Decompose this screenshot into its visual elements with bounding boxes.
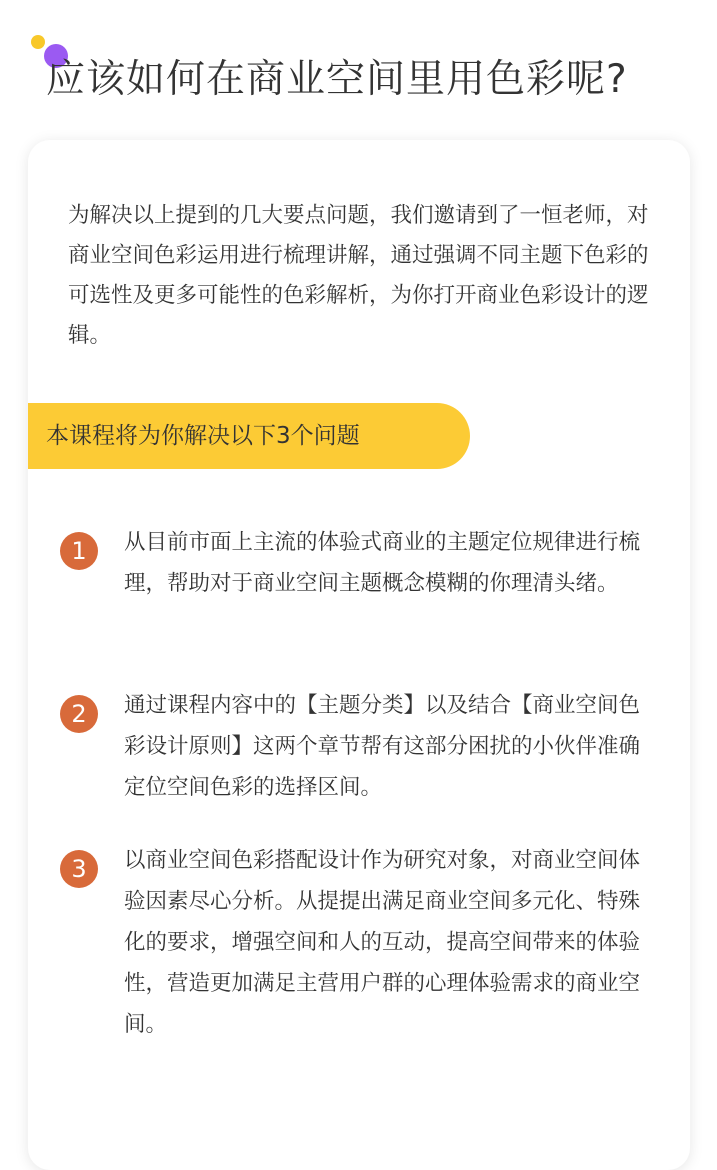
page-title: 应该如何在商业空间里用色彩呢? xyxy=(46,57,628,102)
decorative-yellow-dot xyxy=(31,35,45,49)
question-text: 以商业空间色彩搭配设计作为研究对象，对商业空间体验因素尽心分析。从提提出满足商业空间多元化、特殊化的要求，增强空间和人的互动，提高空间带来的体验性，营造更加满足主营用户群的心理体验需求的商业空间。 xyxy=(124,848,641,1037)
intro-paragraph: 为解决以上提到的几大要点问题，我们邀请到了一恒老师，对商业空间色彩运用进行梳理讲解，通过强调不同主题下色彩的可选性及更多可能性的色彩解析，为你打开商业色彩设计的逻辑。 xyxy=(68,203,649,348)
number-badge: 1 xyxy=(60,532,98,570)
content-card xyxy=(28,140,690,1170)
question-text: 从目前市面上主流的体验式商业的主题定位规律进行梳理，帮助对于商业空间主题概念模糊的你理清头绪。 xyxy=(124,530,641,596)
question-text: 通过课程内容中的【主题分类】以及结合【商业空间色彩设计原则】这两个章节帮有这部分困扰的小伙伴准确定位空间色彩的选择区间。 xyxy=(124,693,641,800)
number-badge: 2 xyxy=(60,695,98,733)
section-banner: 本课程将为你解决以下3个问题 xyxy=(28,403,470,469)
number-badge: 3 xyxy=(60,850,98,888)
